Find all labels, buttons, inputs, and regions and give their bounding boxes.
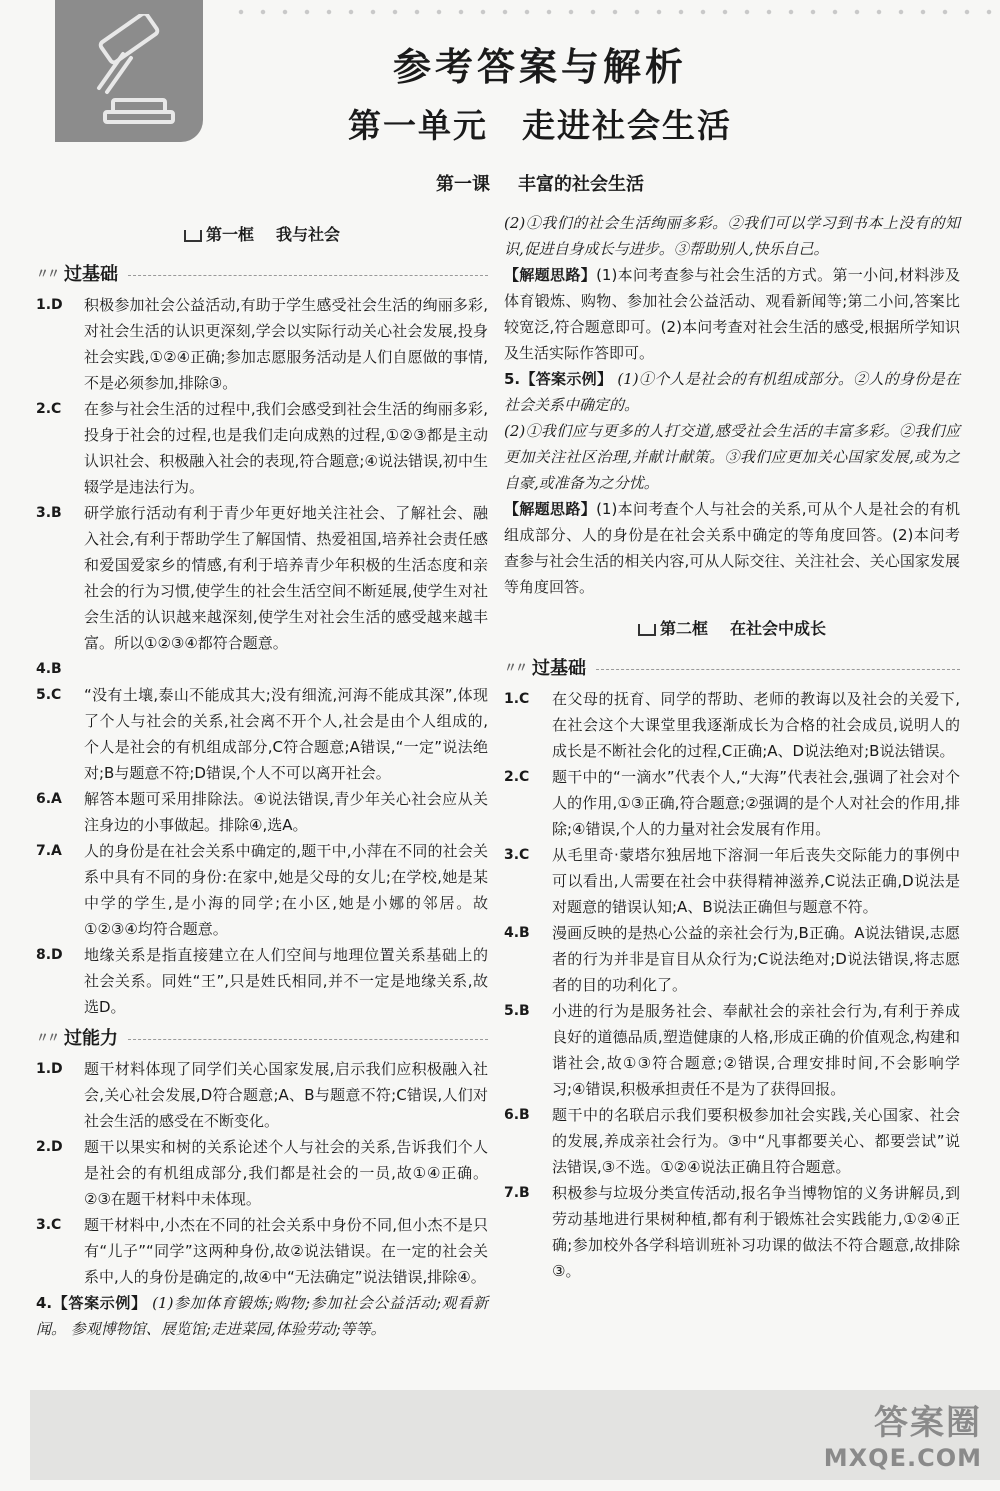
answer-explanation: 研学旅行活动有利于青少年更好地关注社会、了解社会、融入社会,有利于帮助学生了解国情、热爱祖国,培养社会责任感和爱国爱家乡的情感,有利于培养青少年积极的生活态度和亲社会的行为习惯,使学生的社会生活空间不断延展,使学生对社会生活的认识越来越深刻,使学生对社会生活的感受越来越丰富。所以①②③④都符合题意。 [84, 504, 488, 652]
divider [128, 1039, 488, 1040]
section-heading: 〃〃 过能力 [36, 1026, 488, 1052]
answer-list [36, 292, 488, 1020]
answer-explanation: 题干材料中,小杰在不同的社会关系中身份不同,但小杰不是只有“儿子”“同学”这两种身份,故②说法错误。在一定的社会关系中,人的身份是确定的,故④中“无法确定”说法错误,排除④。 [84, 1216, 488, 1286]
answer-label: 5.【答案示例】 [504, 370, 613, 388]
answer-explanation: 积极参加社会公益活动,有助于学生感受社会生活的绚丽多彩,对社会生活的认识更深刻,学会以实际行动关心社会发展,投身社会实践,①②④正确;参加志愿服务活动是人们自愿做的事情,不是必须参加,排除③。 [84, 296, 488, 392]
answer-item [36, 1212, 488, 1290]
answer-item [504, 998, 960, 1102]
answer-explanation: “没有土壤,泰山不能成其大;没有细流,河海不能成其深”,体现了个人与社会的关系,社会离不开个人,社会是由个人组成的,个人是社会的有机组成部分,C符合题意;A错误,“一定”说法绝对;B与题意不符;D错误,个人不可以离开社会。 [84, 686, 488, 782]
answer-number: 6.B [504, 1107, 530, 1123]
answer-list [504, 686, 960, 1284]
answer-text: (2)①我们的社会生活绚丽多彩。②我们可以学习到书本上没有的知识,促进自身成长与进步。③帮助别人,快乐自己。 [504, 214, 960, 258]
divider [596, 669, 960, 670]
analysis-label: 【解题思路】 [504, 500, 597, 518]
answer-number: 2.D [36, 1139, 63, 1155]
answer-text: (1)参加体育锻炼;购物;参加社会公益活动;观看新闻。 参观博物馆、展览馆;走进菜园,体验劳动;等等。 [36, 1294, 488, 1338]
answer-explanation: 积极参与垃圾分类宣传活动,报名争当博物馆的义务讲解员,到劳动基地进行果树种植,都有利于锻炼社会实践能力,①②④正确;参加校外各学科培训班补习功课的做法不符合题意,故排除③。 [552, 1184, 960, 1280]
answer-explanation: 人的身份是在社会关系中确定的,题干中,小萍在不同的社会关系中具有不同的身份:在家中,她是父母的女儿;在学校,她是某中学的学生,是小海的同学;在小区,她是小娜的邻居。故①②③④均符合题意。 [84, 842, 488, 938]
answer-number: 3.C [504, 847, 530, 863]
answer-item [504, 842, 960, 920]
answer-explanation: 小进的行为是服务社会、奉献社会的亲社会行为,有利于养成良好的道德品质,塑造健康的人格,形成正确的价值观念,构建和谐社会,故①③符合题意;②错误,合理安排时间,不会影响学习;④错误,积极承担责任不是为了获得回报。 [552, 1002, 960, 1098]
answer-item [36, 682, 488, 786]
gavel-icon [71, 14, 187, 130]
answer-explanation: 解答本题可采用排除法。④说法错误,青少年关心社会应从关注身边的小事做起。排除④,选A。 [84, 790, 488, 834]
answer-label: 4.【答案示例】 [36, 1294, 147, 1312]
footer-band [30, 1390, 1000, 1480]
answer-item [36, 1134, 488, 1212]
watermark: 答案圈 MXQE.COM [823, 1403, 982, 1472]
answer-number: 4.B [36, 661, 62, 677]
answer-number: 3.B [36, 505, 62, 521]
answer-explanation: 题干中的名联启示我们要积极参加社会实践,关心国家、社会的发展,养成亲社会行为。③中“凡事都要关心、都要尝试”说法错误,③不选。①②④说法正确且符合题意。 [552, 1106, 960, 1176]
lesson-number: 第一课 [436, 174, 490, 195]
answer-example [36, 1290, 488, 1342]
answer-number: 2.C [36, 401, 62, 417]
right-column [504, 210, 960, 1284]
unit-name: 走进社会生活 [522, 106, 732, 145]
frame-title: 第一框 我与社会 [36, 222, 488, 248]
frame-title: 第二框 在社会中成长 [504, 616, 960, 642]
unit-title [280, 100, 800, 147]
divider [128, 275, 488, 276]
answer-number: 4.B [504, 925, 530, 941]
answer-item [36, 500, 488, 656]
answer-item [36, 942, 488, 1020]
answer-number: 1.D [36, 1061, 63, 1077]
answer-explanation [84, 656, 488, 682]
answer-item [504, 686, 960, 764]
answer-number: 7.B [504, 1185, 530, 1201]
analysis: 【解题思路】(1)本问考查个人与社会的关系,可从个人是社会的有机组成部分、人的身份是在社会关系中确定的等角度回答。(2)本问考查参与社会生活的相关内容,可从人际交往、关注社会、关心国家发展等角度回答。 [504, 500, 960, 596]
lesson-name: 丰富的社会生活 [518, 174, 644, 195]
section-heading: 〃〃 过基础 [504, 656, 960, 682]
answer-text: (2)①我们应与更多的人打交道,感受社会生活的丰富多彩。②我们应更加关注社区治理,并献计献策。③我们应更加关心国家发展,或为之自豪,或准备为之分忧。 [504, 422, 960, 492]
answer-explanation: 在父母的抚育、同学的帮助、老师的教诲以及社会的关爱下,在社会这个大课堂里我逐渐成长为合格的社会成员,说明人的成长是不断社会化的过程,C正确;A、D说法绝对;B说法错误。 [552, 690, 960, 760]
analysis: 【解题思路】(1)本问考查参与社会生活的方式。第一小问,材料涉及体育锻炼、购物、参加社会公益活动、观看新闻等;第二小问,答案比较宽泛,符合题意即可。(2)本问考查对社会生活的感受,根据所学知识及生活实际作答即可。 [504, 266, 960, 362]
left-column [36, 210, 488, 1342]
answer-item [36, 292, 488, 396]
answer-number: 5.B [504, 1003, 530, 1019]
answer-explanation: 题干以果实和树的关系论述个人与社会的关系,告诉我们个人是社会的有机组成部分,我们都是社会的一员,故①④正确。②③在题干材料中未体现。 [84, 1138, 488, 1208]
answer-number: 6.A [36, 791, 62, 807]
answer-item [504, 920, 960, 998]
answer-explanation: 在参与社会生活的过程中,我们会感受到社会生活的绚丽多彩,投身于社会的过程,也是我们走向成熟的过程,①②③都是主动认识社会、积极融入社会的表现,符合题意;④说法错误,初中生辍学是违法行为。 [84, 400, 488, 496]
answer-explanation: 从毛里奇·蒙塔尔独居地下溶洞一年后丧失交际能力的事例中可以看出,人需要在社会中获得精神滋养,C说法正确,D说法是对题意的错误认知;A、B说法正确但与题意不符。 [552, 846, 960, 916]
answer-example: 5.【答案示例】 (1)①个人是社会的有机组成部分。②人的身份是在社会关系中确定的。 [504, 370, 961, 414]
answer-number: 7.A [36, 843, 62, 859]
answer-list [36, 1056, 488, 1290]
answer-item [36, 786, 488, 838]
answer-item [36, 838, 488, 942]
wing-icon: 〃〃 [36, 267, 59, 282]
wing-icon: 〃〃 [36, 1031, 59, 1046]
answer-number: 8.D [36, 947, 63, 963]
answer-explanation: 漫画反映的是热心公益的亲社会行为,B正确。A说法错误,志愿者的行为并非是盲目从众行为;C说法绝对;D说法错误,将志愿者的目的功利化了。 [552, 924, 960, 994]
frame-icon [184, 230, 202, 242]
section-heading: 〃〃 过基础 [36, 262, 488, 288]
answer-item [36, 656, 488, 682]
wing-icon: 〃〃 [504, 661, 527, 676]
answer-explanation: 题干中的“一滴水”代表个人,“大海”代表社会,强调了社会对个人的作用,①③正确,符合题意;②强调的是个人对社会的作用,排除;④错误,个人的力量对社会发展有作用。 [552, 768, 960, 838]
answer-explanation: 地缘关系是指直接建立在人们空间与地理位置关系基础上的社会关系。同姓“王”,只是姓氏相同,并不一定是地缘关系,故选D。 [84, 946, 488, 1016]
lesson-title [300, 170, 780, 196]
answer-explanation: 题干材料体现了同学们关心国家发展,启示我们应积极融入社会,关心社会发展,D符合题意;A、B与题意不符;C错误,人们对社会生活的感受在不断变化。 [84, 1060, 488, 1130]
unit-number: 第一单元 [348, 106, 488, 145]
answer-number: 3.C [36, 1217, 62, 1233]
answer-item [504, 1102, 960, 1180]
answer-item [36, 1056, 488, 1134]
answer-item [36, 396, 488, 500]
answer-number: 1.D [36, 297, 63, 313]
answer-item [504, 764, 960, 842]
page-title: 参考答案与解析 [392, 45, 687, 89]
answer-number: 1.C [504, 691, 530, 707]
analysis-label: 【解题思路】 [504, 266, 597, 284]
frame-icon [638, 624, 656, 636]
answer-number: 5.C [36, 687, 62, 703]
answer-number: 2.C [504, 769, 530, 785]
answer-item [504, 1180, 960, 1284]
gavel-logo [55, 0, 203, 142]
decorative-dots [230, 8, 1000, 16]
